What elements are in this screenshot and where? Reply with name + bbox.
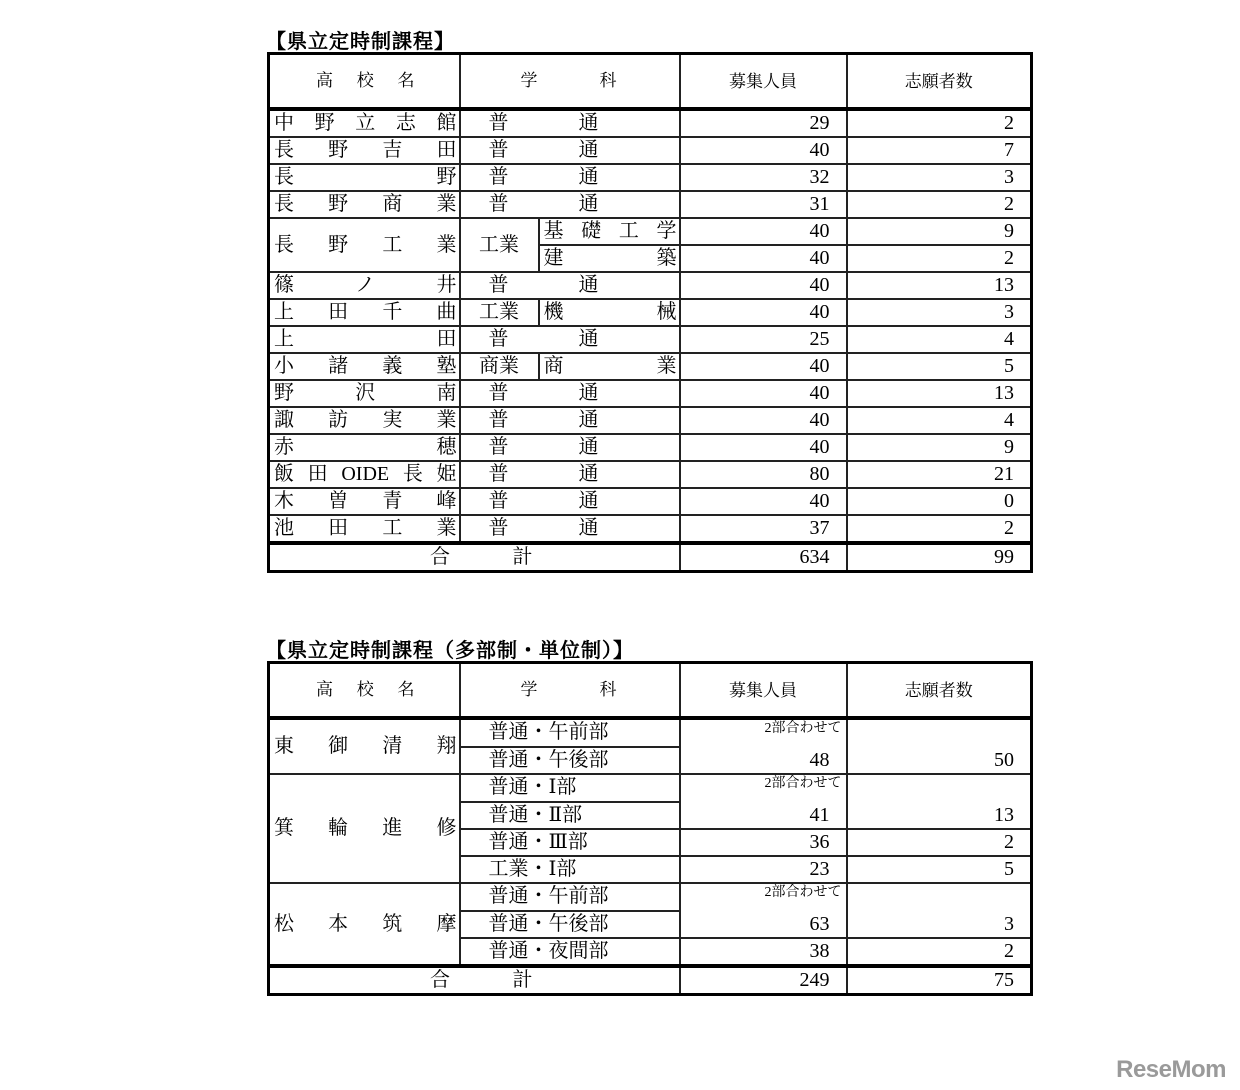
school-name: 上田千曲 — [274, 301, 457, 323]
course-name: 普通・午前部 — [460, 883, 680, 911]
school-name-cell — [269, 407, 460, 434]
header-applicants: 志願者数 — [847, 663, 1032, 719]
school-name-cell — [269, 353, 460, 380]
department-cell — [460, 488, 680, 515]
capacity-value: 40 — [680, 299, 847, 326]
header-school — [269, 54, 460, 110]
capacity-value: 37 — [680, 515, 847, 543]
total-label: 合計 — [430, 969, 533, 991]
school-name: 東御清翔 — [274, 735, 457, 757]
subject-cell — [539, 299, 680, 326]
course-name: 普通・Ⅱ部 — [460, 802, 680, 830]
school-name-cell — [269, 883, 460, 966]
school-name-cell — [269, 434, 460, 461]
applicants-cell — [847, 883, 1032, 938]
capacity-note: 2部合わせて — [764, 721, 842, 736]
course-name: 普通・Ⅲ部 — [460, 829, 680, 856]
capacity-value: 40 — [680, 434, 847, 461]
table-row — [269, 164, 1032, 191]
course-name: 普通・Ⅰ部 — [460, 774, 680, 802]
capacity-value: 40 — [680, 245, 847, 272]
applicants-value: 5 — [847, 856, 1032, 883]
table-row — [269, 718, 1032, 747]
applicants-value: 50 — [994, 749, 1014, 771]
applicants-value: 13 — [847, 272, 1032, 299]
school-name: 赤穂 — [274, 436, 457, 458]
subject-name: 建築 — [543, 247, 677, 269]
header-department-label: 学科 — [520, 680, 617, 699]
capacity-value: 32 — [680, 164, 847, 191]
department-cell — [460, 461, 680, 488]
school-name-cell — [269, 488, 460, 515]
department-name: 普通 — [488, 166, 599, 188]
course-name: 普通・夜間部 — [460, 938, 680, 966]
capacity-value: 40 — [680, 272, 847, 299]
applicants-cell — [847, 774, 1032, 829]
department-name: 普通 — [488, 112, 599, 134]
table-row — [269, 218, 1032, 245]
school-name-cell — [269, 218, 460, 272]
school-name-cell — [269, 191, 460, 218]
school-name: 木曽青峰 — [274, 490, 457, 512]
capacity-value: 38 — [680, 938, 847, 966]
department-cell — [460, 164, 680, 191]
school-name: 松本筑摩 — [274, 912, 457, 935]
subject-cell — [539, 218, 680, 245]
part-time-course-table — [267, 52, 1033, 573]
department-cell — [460, 137, 680, 164]
capacity-value: 40 — [680, 137, 847, 164]
applicants-value: 21 — [847, 461, 1032, 488]
applicants-value: 3 — [847, 299, 1032, 326]
table-row — [269, 774, 1032, 802]
department-name: 普通 — [488, 463, 599, 485]
capacity-value: 36 — [680, 829, 847, 856]
department-name: 普通 — [488, 328, 599, 350]
total-capacity: 634 — [680, 543, 847, 572]
table-row — [269, 137, 1032, 164]
course-name: 工業・Ⅰ部 — [460, 856, 680, 883]
applicants-value: 3 — [1004, 913, 1014, 935]
header-department — [460, 663, 680, 719]
applicants-value: 4 — [847, 326, 1032, 353]
school-name-cell — [269, 461, 460, 488]
capacity-value: 48 — [809, 749, 830, 771]
capacity-value: 40 — [680, 380, 847, 407]
header-applicants: 志願者数 — [847, 54, 1032, 110]
capacity-value: 25 — [680, 326, 847, 353]
total-label: 合計 — [430, 546, 533, 568]
table-row — [269, 407, 1032, 434]
department-cell — [460, 272, 680, 299]
school-name: 長野工業 — [274, 233, 457, 256]
department-cell — [460, 109, 680, 137]
table-row — [269, 461, 1032, 488]
subject-cell — [539, 353, 680, 380]
subject-name: 商業 — [543, 355, 677, 377]
school-name: 飯田OIDE長姫 — [274, 463, 457, 485]
school-name-cell — [269, 380, 460, 407]
header-department-label: 学科 — [520, 71, 617, 90]
school-name: 諏訪実業 — [274, 409, 457, 431]
school-name-cell — [269, 109, 460, 137]
header-capacity: 募集人員 — [680, 663, 847, 719]
table-row — [269, 272, 1032, 299]
department-name: 普通 — [488, 274, 599, 296]
department-cell — [460, 326, 680, 353]
header-school-label: 高校名 — [316, 71, 415, 90]
department-name: 工業 — [460, 299, 539, 326]
department-name: 普通 — [488, 517, 599, 539]
capacity-note: 2部合わせて — [764, 885, 842, 900]
table-row — [269, 191, 1032, 218]
department-name: 普通 — [488, 409, 599, 431]
applicants-value: 9 — [847, 218, 1032, 245]
total-label-cell — [269, 966, 680, 995]
school-name-cell — [269, 299, 460, 326]
multi-part-course-table — [267, 661, 1033, 996]
total-applicants: 75 — [847, 966, 1032, 995]
school-name-cell — [269, 272, 460, 299]
header-department — [460, 54, 680, 110]
capacity-value: 40 — [680, 488, 847, 515]
school-name-cell — [269, 164, 460, 191]
department-name: 普通 — [488, 193, 599, 215]
department-name: 普通 — [488, 436, 599, 458]
applicants-value: 0 — [847, 488, 1032, 515]
subject-name: 機械 — [543, 301, 677, 323]
capacity-cell — [680, 718, 847, 774]
department-name: 普通 — [488, 139, 599, 161]
school-name: 中野立志館 — [274, 112, 457, 134]
school-name: 上田 — [274, 328, 457, 350]
applicants-value: 2 — [847, 938, 1032, 966]
applicants-value: 7 — [847, 137, 1032, 164]
capacity-value: 41 — [809, 804, 830, 826]
school-name: 小諸義塾 — [274, 355, 457, 377]
applicants-value: 2 — [847, 245, 1032, 272]
applicants-cell — [847, 718, 1032, 774]
capacity-cell — [680, 774, 847, 829]
applicants-value: 13 — [994, 804, 1014, 826]
school-name: 池田工業 — [274, 517, 457, 539]
capacity-value: 63 — [809, 913, 830, 935]
capacity-value: 40 — [680, 407, 847, 434]
school-name: 篠ノ井 — [274, 274, 457, 296]
total-capacity: 249 — [680, 966, 847, 995]
header-school-label: 高校名 — [316, 680, 415, 699]
department-name: 普通 — [488, 490, 599, 512]
total-applicants: 99 — [847, 543, 1032, 572]
department-cell — [460, 515, 680, 543]
department-cell — [460, 380, 680, 407]
capacity-value: 40 — [680, 218, 847, 245]
department-name: 普通 — [488, 382, 599, 404]
school-name-cell — [269, 718, 460, 774]
total-row — [269, 543, 1032, 572]
applicants-value: 2 — [847, 109, 1032, 137]
applicants-value: 4 — [847, 407, 1032, 434]
table-row — [269, 515, 1032, 543]
header-school — [269, 663, 460, 719]
applicants-value: 5 — [847, 353, 1032, 380]
department-cell — [460, 407, 680, 434]
capacity-value: 23 — [680, 856, 847, 883]
table-row — [269, 434, 1032, 461]
school-name-cell — [269, 137, 460, 164]
applicants-value: 2 — [847, 191, 1032, 218]
resemom-logo: ReseMom — [1116, 1056, 1226, 1083]
table-row — [269, 326, 1032, 353]
total-label-cell — [269, 543, 680, 572]
department-cell — [460, 191, 680, 218]
table-row — [269, 353, 1032, 380]
table-row — [269, 380, 1032, 407]
table-row — [269, 883, 1032, 911]
capacity-cell — [680, 883, 847, 938]
school-name: 長野吉田 — [274, 139, 457, 161]
course-name: 普通・午前部 — [460, 718, 680, 747]
total-row — [269, 966, 1032, 995]
subject-cell — [539, 245, 680, 272]
applicants-value: 9 — [847, 434, 1032, 461]
capacity-value: 31 — [680, 191, 847, 218]
school-name-cell — [269, 515, 460, 543]
capacity-value: 80 — [680, 461, 847, 488]
department-name: 商業 — [460, 353, 539, 380]
subject-name: 基礎工学 — [543, 220, 677, 242]
header-capacity: 募集人員 — [680, 54, 847, 110]
capacity-value: 40 — [680, 353, 847, 380]
school-name: 野沢南 — [274, 382, 457, 404]
table2-title: 【県立定時制課程（多部制・単位制）】 — [266, 640, 634, 662]
capacity-value: 29 — [680, 109, 847, 137]
school-name: 長野商業 — [274, 193, 457, 215]
applicants-value: 2 — [847, 515, 1032, 543]
school-name-cell — [269, 774, 460, 883]
table-row — [269, 109, 1032, 137]
applicants-value: 3 — [847, 164, 1032, 191]
table-row — [269, 488, 1032, 515]
course-name: 普通・午後部 — [460, 747, 680, 775]
applicants-value: 2 — [847, 829, 1032, 856]
school-name: 箕輪進修 — [274, 817, 457, 839]
capacity-note: 2部合わせて — [764, 776, 842, 791]
department-cell — [460, 434, 680, 461]
school-name: 長野 — [274, 166, 457, 188]
applicants-value: 13 — [847, 380, 1032, 407]
table1-title: 【県立定時制課程】 — [266, 31, 455, 53]
department-name: 工業 — [460, 218, 539, 272]
course-name: 普通・午後部 — [460, 911, 680, 939]
table-row — [269, 299, 1032, 326]
school-name-cell — [269, 326, 460, 353]
